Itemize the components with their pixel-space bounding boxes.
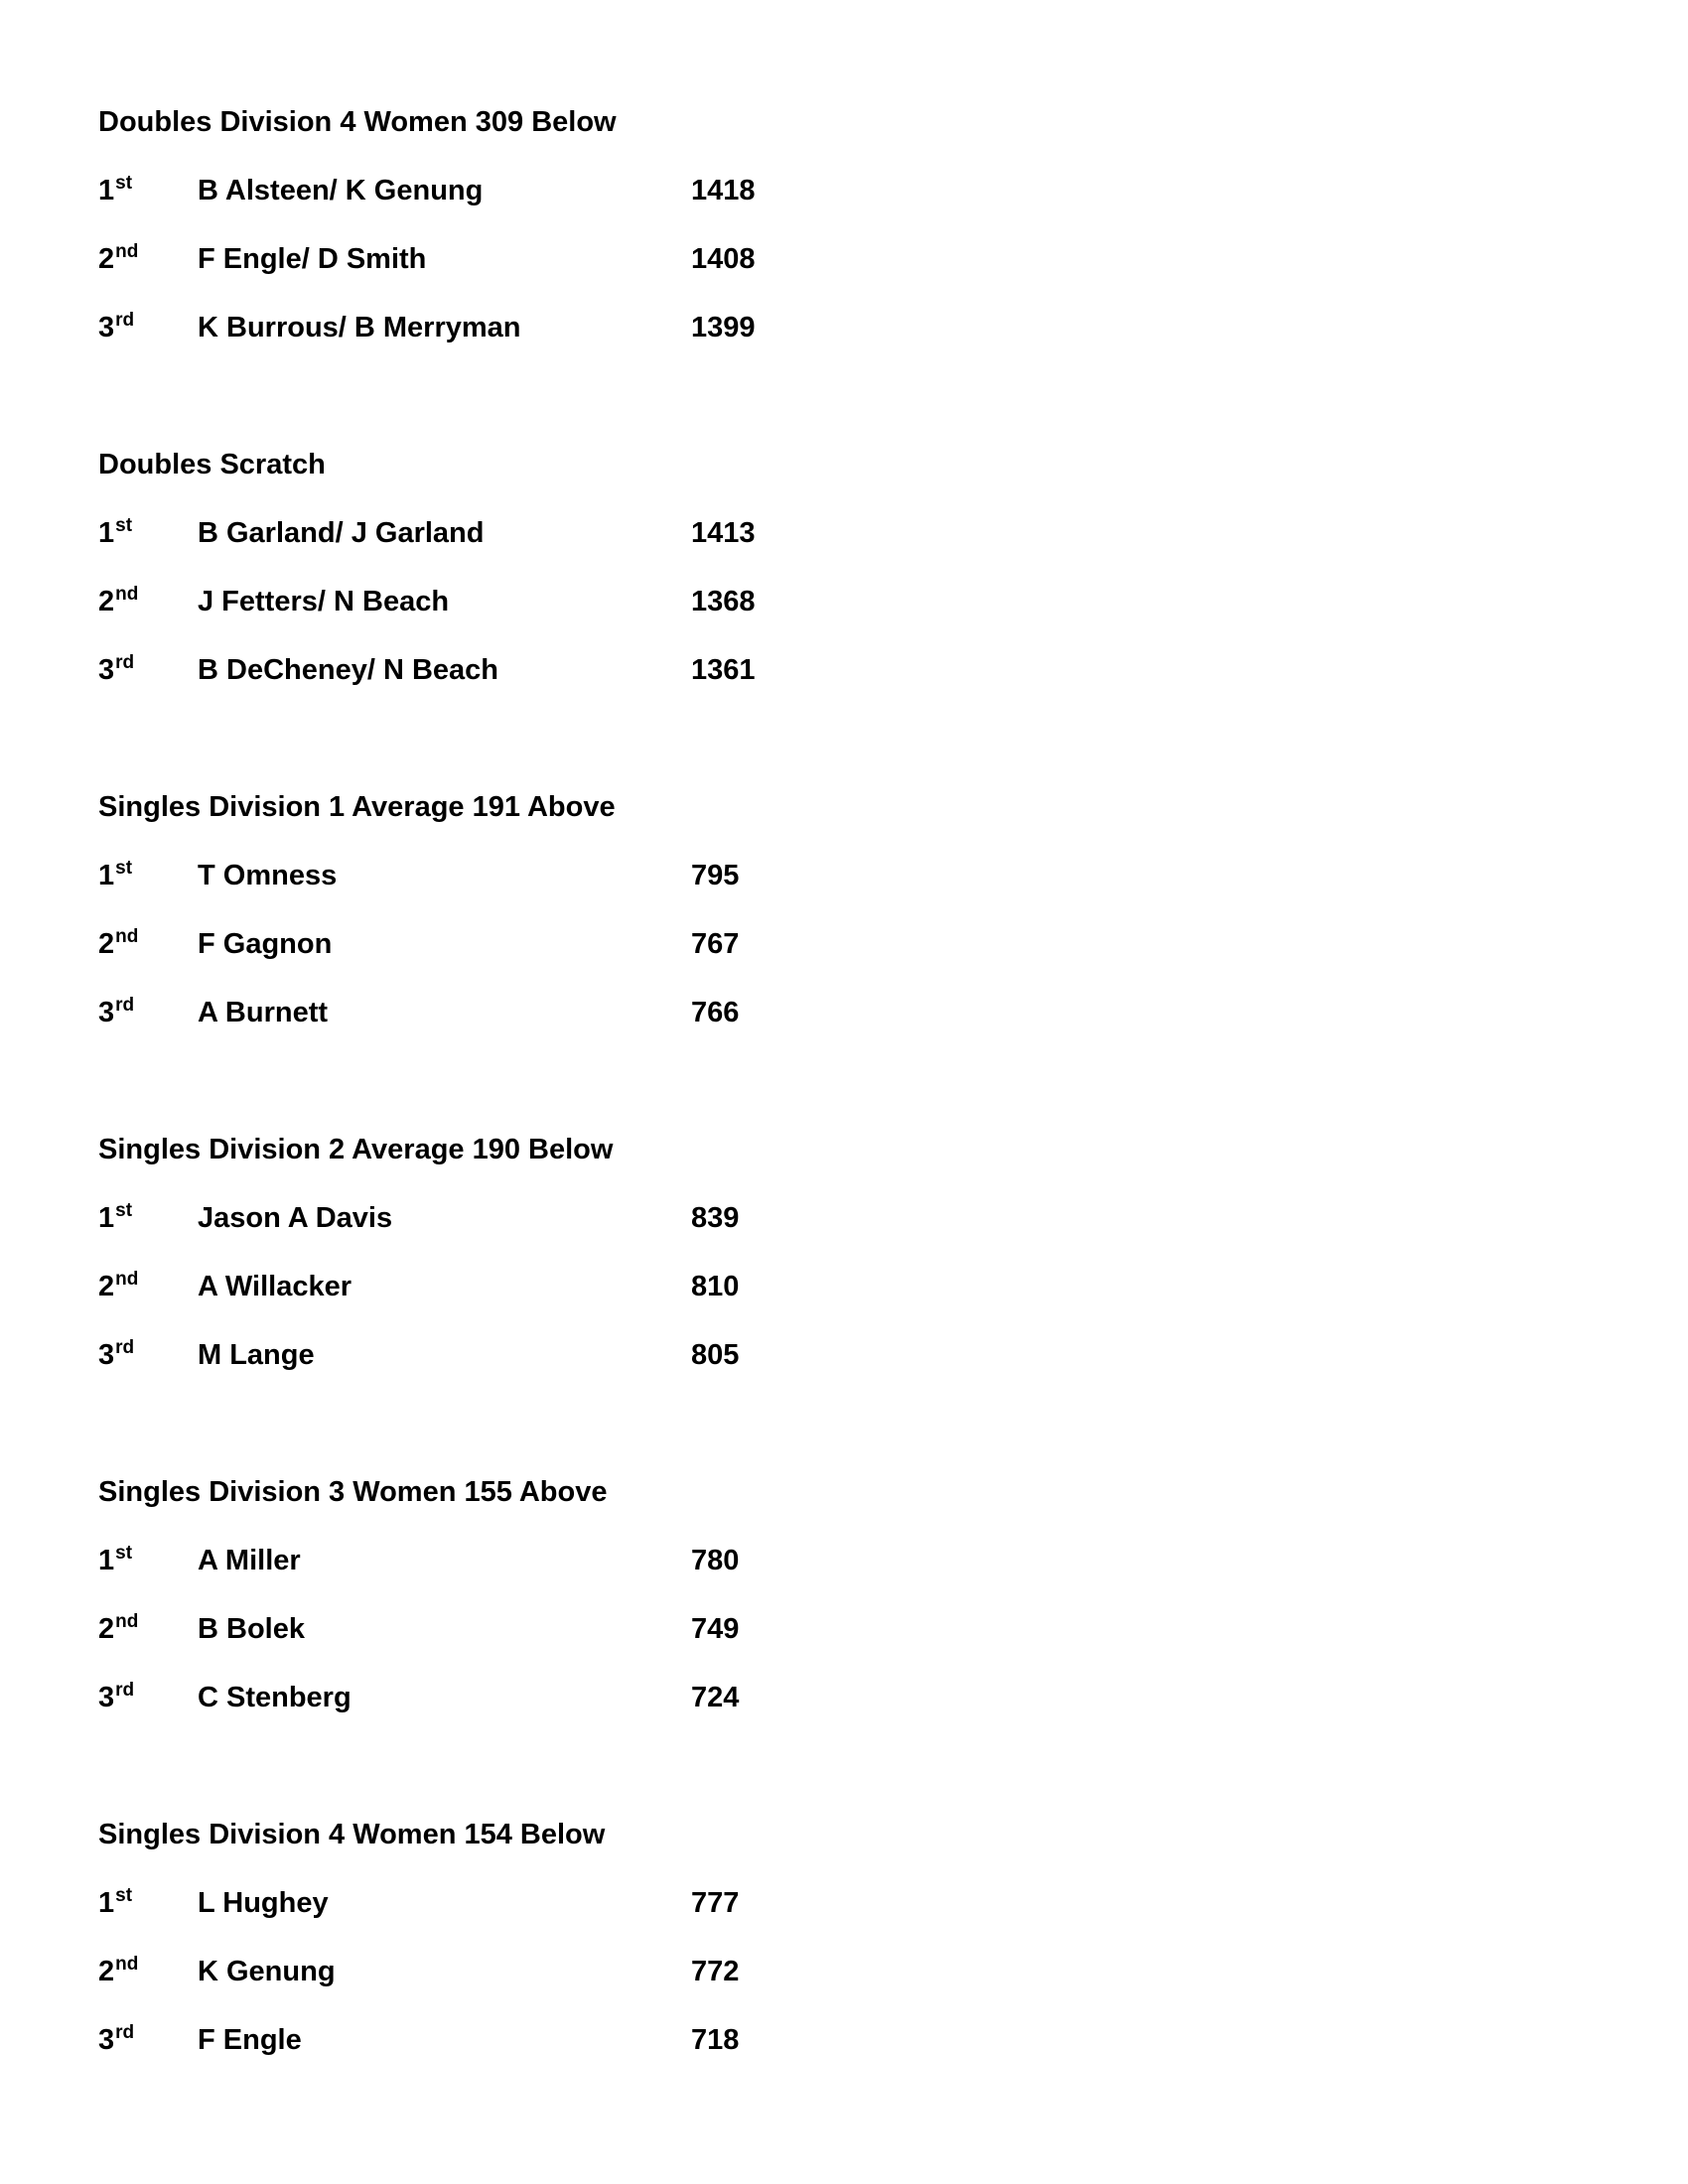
place-suffix: nd: [115, 1269, 139, 1290]
result-section: [98, 441, 1191, 783]
place-number: 1: [98, 860, 115, 891]
place-label: [98, 167, 198, 235]
place-suffix: st: [115, 1885, 133, 1906]
bowler-name: F Engle: [198, 2024, 302, 2056]
bowler-name: A Miller: [198, 1545, 301, 1576]
section-title: Singles Division 3 Women 155 Above: [98, 1476, 608, 1508]
bowler-name: F Engle/ D Smith: [198, 243, 427, 275]
place-label: [98, 1263, 198, 1331]
result-row: [98, 167, 1191, 235]
place-number: 3: [98, 312, 115, 343]
place-number: 2: [98, 586, 115, 617]
section-title: Singles Division 2 Average 190 Below: [98, 1134, 614, 1165]
place-suffix: st: [115, 173, 133, 194]
place-label: [98, 646, 198, 715]
place-number: 1: [98, 1887, 115, 1919]
score: 1399: [691, 312, 756, 343]
result-row: [98, 1948, 1191, 2016]
score: 724: [691, 1682, 740, 1713]
place-label: [98, 1605, 198, 1674]
place-number: 1: [98, 1545, 115, 1576]
bowler-name: K Genung: [198, 1956, 336, 1987]
place-label: [98, 578, 198, 646]
place-number: 3: [98, 2024, 115, 2056]
place-label: [98, 1948, 198, 2016]
place-suffix: rd: [115, 1337, 135, 1358]
score: 1418: [691, 175, 756, 206]
result-row: [98, 509, 1191, 578]
result-row: [98, 304, 1191, 372]
result-row: [98, 1605, 1191, 1674]
section-title: Singles Division 1 Average 191 Above: [98, 791, 616, 823]
results-list: [98, 98, 1191, 2153]
section-title: Doubles Scratch: [98, 449, 326, 480]
bowler-name: A Willacker: [198, 1271, 352, 1302]
place-label: [98, 1194, 198, 1263]
score: 810: [691, 1271, 740, 1302]
place-number: 1: [98, 517, 115, 549]
place-label: [98, 304, 198, 372]
place-suffix: rd: [115, 2022, 135, 2043]
place-suffix: st: [115, 858, 133, 879]
bowler-name: B DeCheney/ N Beach: [198, 654, 498, 686]
place-suffix: st: [115, 515, 133, 536]
place-number: 1: [98, 175, 115, 206]
place-number: 3: [98, 1682, 115, 1713]
place-number: 2: [98, 928, 115, 960]
score: 767: [691, 928, 740, 960]
place-suffix: nd: [115, 926, 139, 947]
score: 1361: [691, 654, 756, 686]
result-row: [98, 2016, 1191, 2085]
bowler-name: B Bolek: [198, 1613, 305, 1645]
place-suffix: st: [115, 1200, 133, 1221]
result-row: [98, 1537, 1191, 1605]
place-suffix: rd: [115, 310, 135, 331]
place-label: [98, 852, 198, 920]
result-row: [98, 1879, 1191, 1948]
place-label: [98, 509, 198, 578]
result-section: [98, 98, 1191, 441]
place-label: [98, 1879, 198, 1948]
result-row: [98, 920, 1191, 989]
bowler-name: C Stenberg: [198, 1682, 352, 1713]
score: 1368: [691, 586, 756, 617]
place-suffix: nd: [115, 1954, 139, 1975]
result-row: [98, 1674, 1191, 1742]
result-section: [98, 1126, 1191, 1468]
bowler-name: B Alsteen/ K Genung: [198, 175, 484, 206]
result-row: [98, 852, 1191, 920]
place-label: [98, 1331, 198, 1400]
bowler-name: A Burnett: [198, 997, 329, 1028]
place-number: 2: [98, 1613, 115, 1645]
bowler-name: M Lange: [198, 1339, 315, 1371]
score: 795: [691, 860, 740, 891]
place-number: 3: [98, 1339, 115, 1371]
score: 1413: [691, 517, 756, 549]
bowler-name: B Garland/ J Garland: [198, 517, 485, 549]
result-section: [98, 1468, 1191, 1811]
bowler-name: K Burrous/ B Merryman: [198, 312, 521, 343]
score: 772: [691, 1956, 740, 1987]
place-label: [98, 1674, 198, 1742]
score: 766: [691, 997, 740, 1028]
result-row: [98, 1194, 1191, 1263]
result-row: [98, 1263, 1191, 1331]
result-row: [98, 989, 1191, 1057]
result-section: [98, 783, 1191, 1126]
place-suffix: nd: [115, 1611, 139, 1632]
place-suffix: rd: [115, 652, 135, 673]
result-section: [98, 1811, 1191, 2153]
result-row: [98, 646, 1191, 715]
place-label: [98, 920, 198, 989]
section-title: Doubles Division 4 Women 309 Below: [98, 106, 617, 138]
bowler-name: F Gagnon: [198, 928, 333, 960]
place-label: [98, 989, 198, 1057]
score: 780: [691, 1545, 740, 1576]
bowler-name: Jason A Davis: [198, 1202, 393, 1234]
place-number: 3: [98, 654, 115, 686]
score: 777: [691, 1887, 740, 1919]
score: 1408: [691, 243, 756, 275]
place-label: [98, 1537, 198, 1605]
bowler-name: J Fetters/ N Beach: [198, 586, 450, 617]
place-label: [98, 2016, 198, 2085]
result-row: [98, 578, 1191, 646]
bowler-name: T Omness: [198, 860, 338, 891]
place-suffix: nd: [115, 584, 139, 605]
place-number: 1: [98, 1202, 115, 1234]
place-suffix: rd: [115, 995, 135, 1016]
place-suffix: st: [115, 1543, 133, 1564]
place-suffix: nd: [115, 241, 139, 262]
bowler-name: L Hughey: [198, 1887, 329, 1919]
score: 839: [691, 1202, 740, 1234]
score: 718: [691, 2024, 740, 2056]
score: 805: [691, 1339, 740, 1371]
result-row: [98, 235, 1191, 304]
place-number: 3: [98, 997, 115, 1028]
score: 749: [691, 1613, 740, 1645]
place-number: 2: [98, 243, 115, 275]
place-number: 2: [98, 1956, 115, 1987]
section-title: Singles Division 4 Women 154 Below: [98, 1819, 606, 1850]
place-number: 2: [98, 1271, 115, 1302]
place-suffix: rd: [115, 1680, 135, 1701]
result-row: [98, 1331, 1191, 1400]
place-label: [98, 235, 198, 304]
